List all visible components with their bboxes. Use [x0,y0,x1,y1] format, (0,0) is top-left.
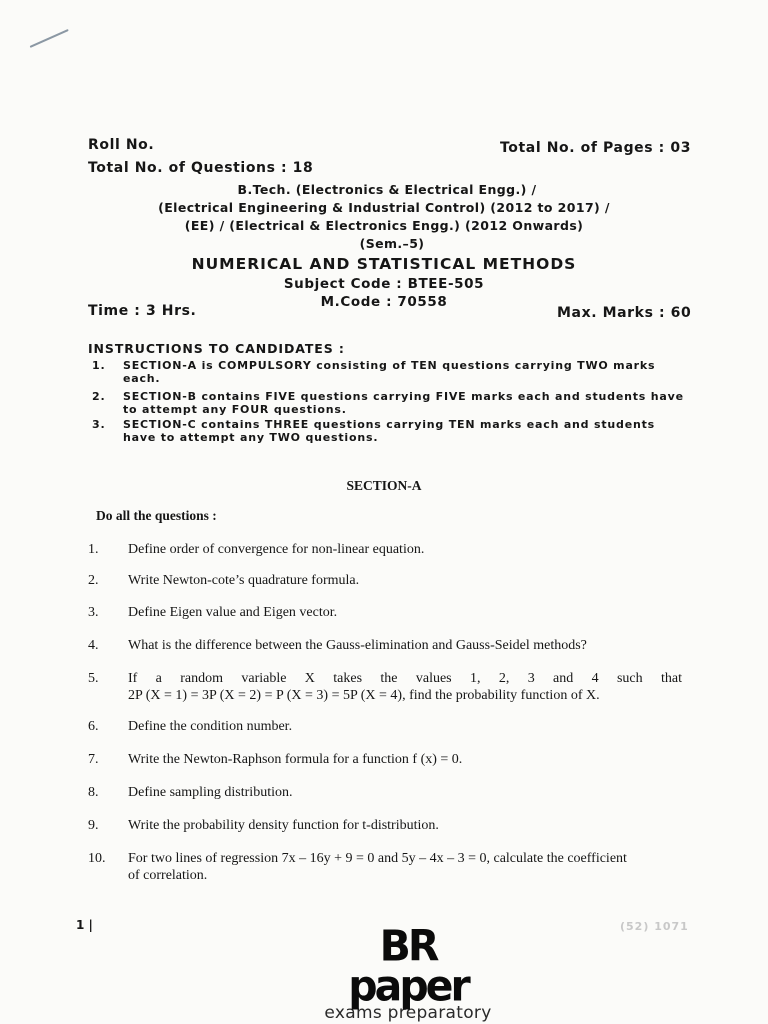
question-text: Write the probability density function for t-distribution. [128,818,439,833]
question-text-line-1: If a random variable X takes the values 1, 2, 3 and 4 such that [128,671,682,686]
question-number: 4. [88,638,99,653]
instruction-text: SECTION-B contains FIVE questions carrying FIVE marks each and students have to attempt any FOUR questions. [123,390,684,416]
section-a-title: SECTION-A [346,478,422,493]
semester: (Sem.–5) [359,236,425,251]
subject-title: NUMERICAL AND STATISTICAL METHODS [191,255,577,273]
subject-code: Subject Code : BTEE-505 [283,276,485,292]
course-line-2: (Electrical Engineering & Industrial Control) (2012 to 2017) / [158,200,610,215]
course-line-3: (EE) / (Electrical & Electronics Engg.) (2012 Onwards) [184,218,584,233]
question-number: 3. [88,605,99,620]
question-number: 8. [88,785,99,800]
logo-tagline: exams preparatory [324,1003,492,1023]
question-item [88,850,682,884]
instruction-number: 2. [92,390,106,403]
total-pages: Total No. of Pages : 03 [500,140,692,156]
question-number: 2. [88,573,99,588]
instruction-text: SECTION-C contains THREE questions carrying TEN marks each and students have to attempt any TWO questions. [123,418,655,444]
instructions-title: INSTRUCTIONS TO CANDIDATES : [88,341,345,356]
instruction-item [92,390,692,416]
instruction-number: 1. [92,359,106,372]
instruction-text: SECTION-A is COMPULSORY consisting of TEN questions carrying TWO marks each. [123,359,656,385]
question-item [88,784,682,801]
question-item [88,718,682,735]
question-text: Write Newton-cote’s quadrature formula. [128,573,360,588]
total-questions: Total No. of Questions : 18 [88,160,314,176]
br-paper-logo [318,920,498,1023]
max-marks: Max. Marks : 60 [557,305,692,321]
course-line-1: B.Tech. (Electronics & Electrical Engg.) / [237,182,537,197]
exam-time: Time : 3 Hrs. [88,303,197,319]
page-marker: 1 | [76,918,93,932]
roll-no-label: Roll No. [88,137,155,153]
question-text: Define sampling distribution. [128,785,293,800]
question-number: 7. [88,752,99,767]
question-text: Define the condition number. [128,719,293,734]
question-item [88,751,682,768]
question-item [88,817,682,834]
question-text: What is the difference between the Gauss-elimination and Gauss-Seidel methods? [128,638,587,653]
question-text-line-1: For two lines of regression 7x – 16y + 9 = 0 and 5y – 4x – 3 = 0, calculate the coefficient [128,851,627,866]
question-number: 1. [88,542,99,557]
question-number: 6. [88,719,99,734]
question-number: 5. [88,671,99,686]
question-text: Define order of convergence for non-linear equation. [128,542,425,557]
instruction-number: 3. [92,418,106,431]
logo-main-text: BR paper [348,920,468,1012]
question-item [88,572,682,589]
question-number: 10. [88,851,106,866]
question-text-line-2: of correlation. [128,868,208,883]
pen-mark [30,29,69,48]
question-text-line-2: 2P (X = 1) = 3P (X = 2) = P (X = 3) = 5P (X = 4), find the probability function of X. [128,688,600,703]
question-item [88,670,682,704]
question-item [88,541,682,558]
paper-code: (52) 1071 [620,920,689,933]
question-item [88,604,682,621]
question-number: 9. [88,818,99,833]
instruction-item [92,418,692,444]
question-text: Write the Newton-Raphson formula for a function f (x) = 0. [128,752,463,767]
question-text: Define Eigen value and Eigen vector. [128,605,338,620]
m-code: M.Code : 70558 [320,294,448,310]
section-a-instruction: Do all the questions : [96,508,217,523]
question-item [88,637,682,654]
course-block [0,181,768,311]
instruction-item [92,359,692,385]
